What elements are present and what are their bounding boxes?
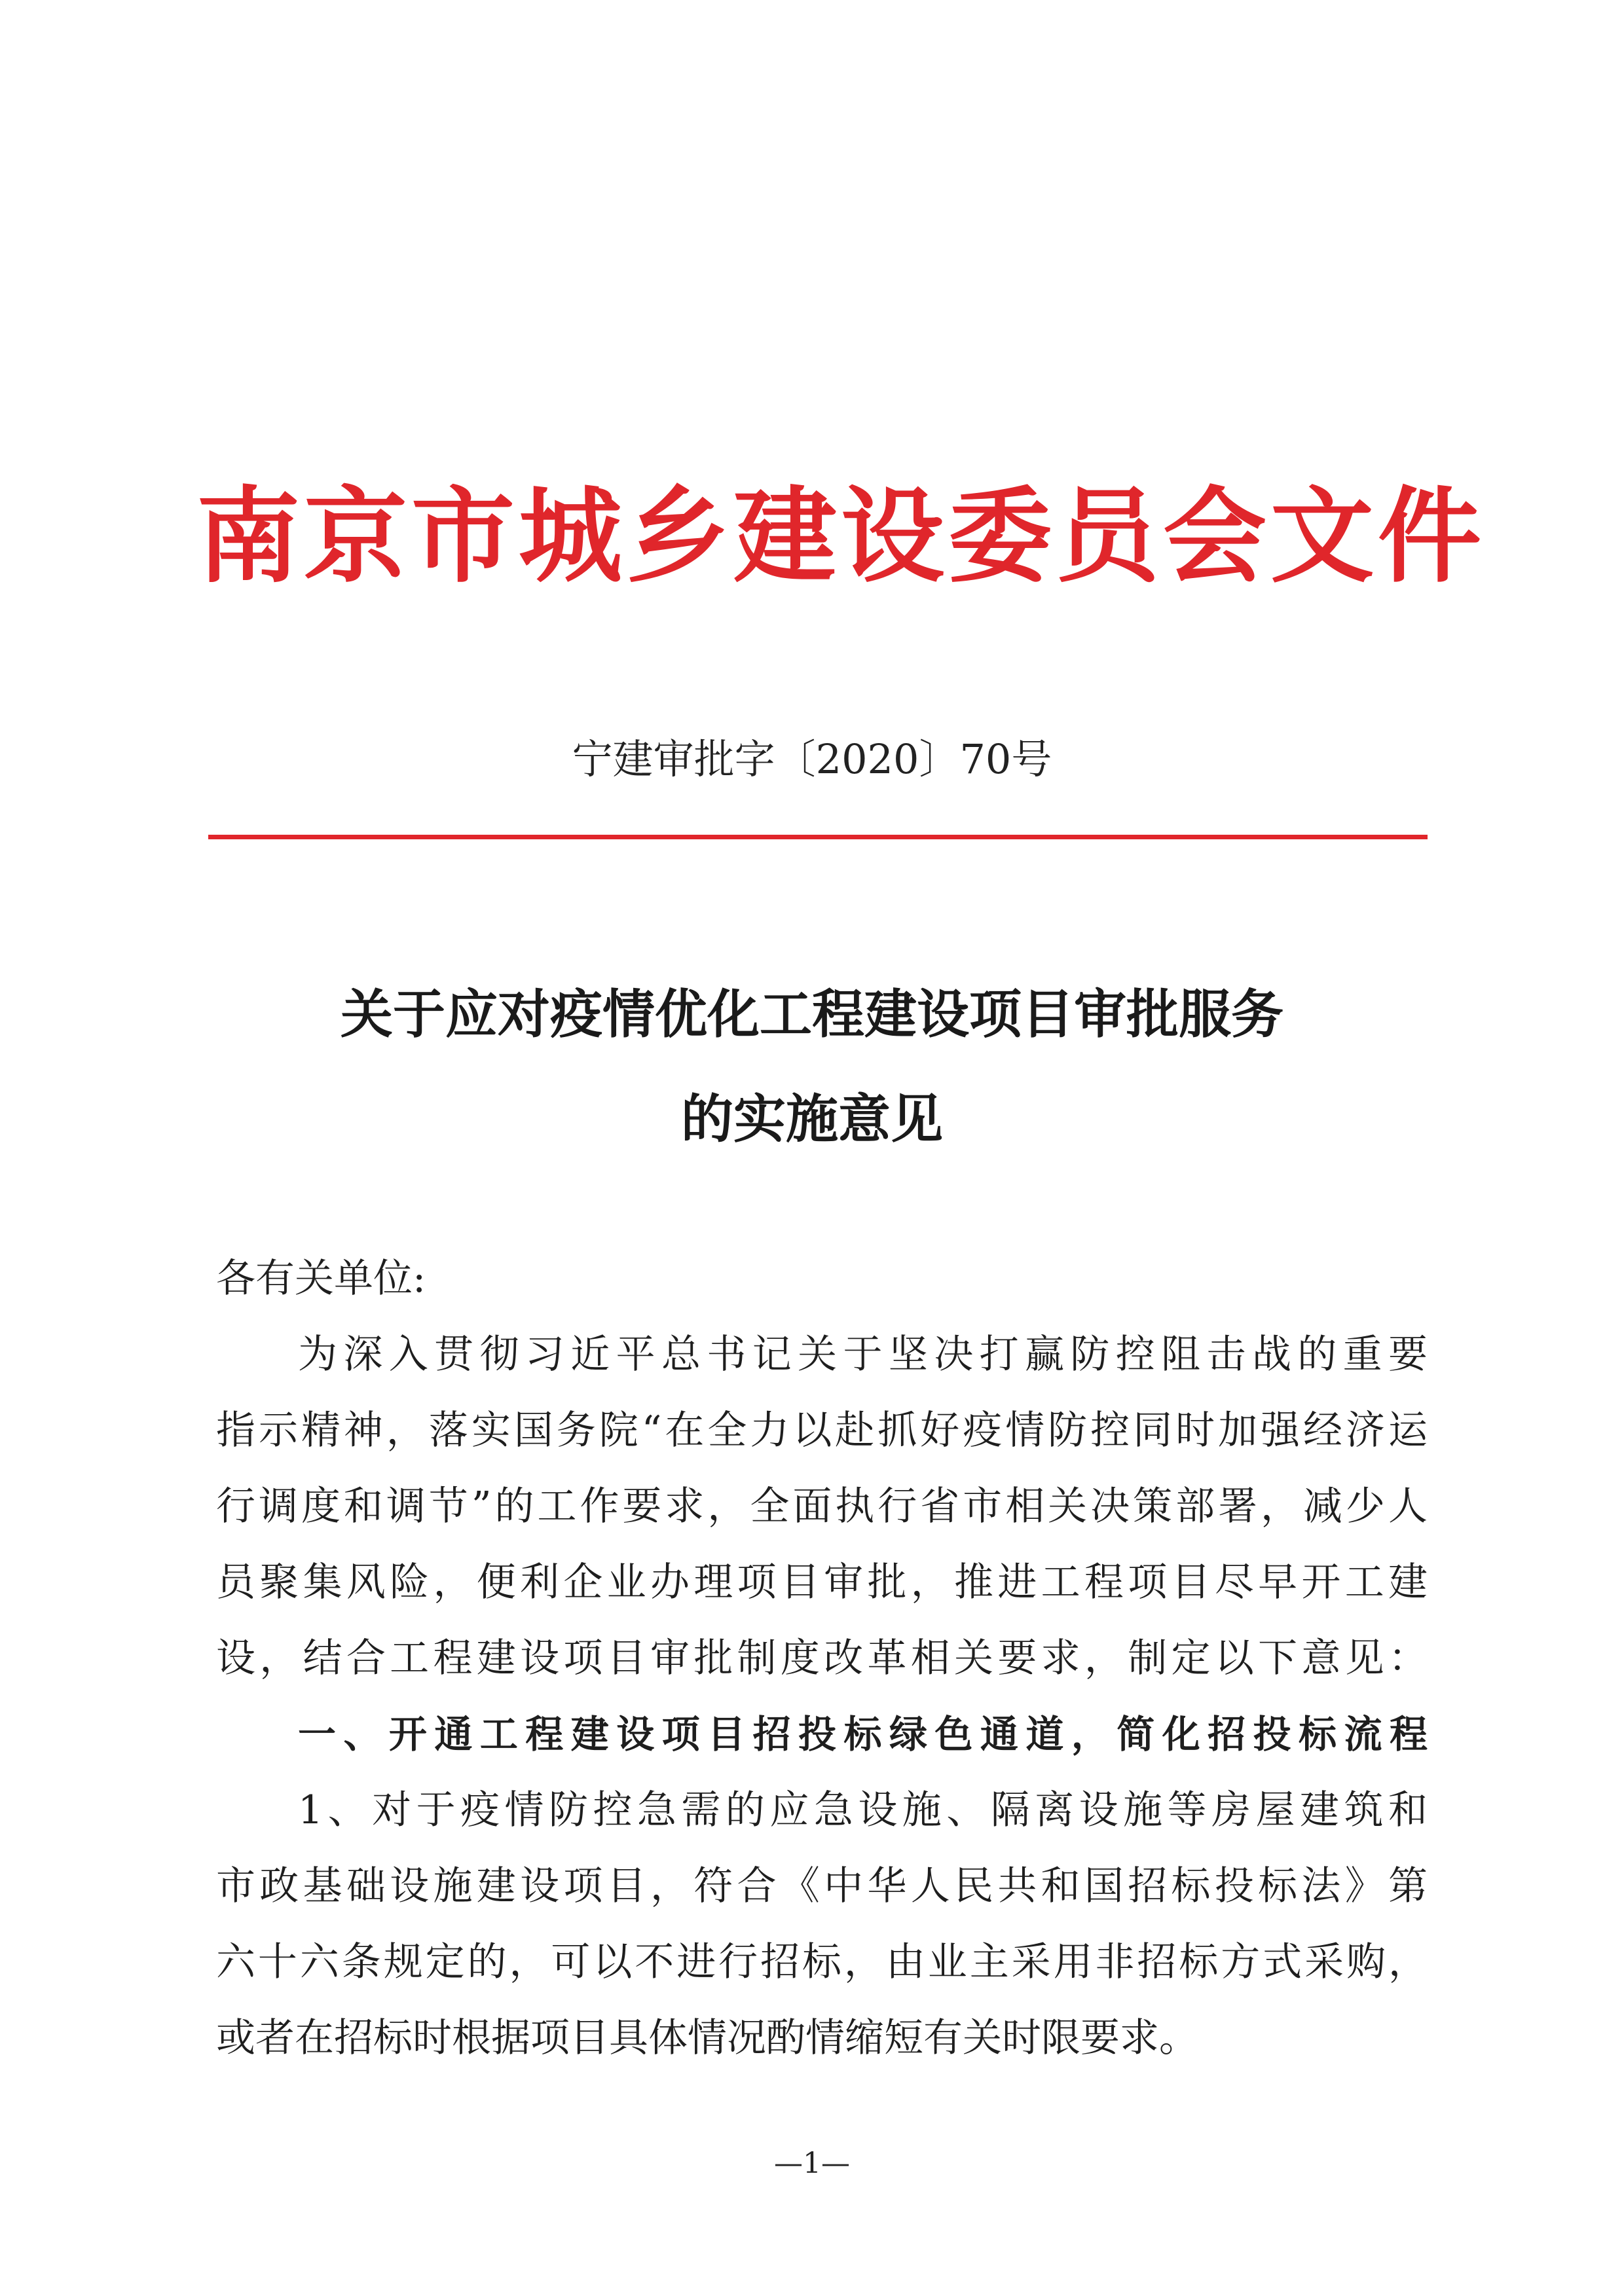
paragraph-1-line-2: 指示精神，落实国务院“在全力以赴抓好疫情防控同时加强经济运 — [216, 1408, 1428, 1453]
document-body — [216, 1241, 1428, 2076]
document-number: 宁建审批字〔2020〕70号 — [572, 735, 1052, 783]
salutation: 各有关单位: — [216, 1256, 426, 1302]
section-1-heading: 一、开通工程建设项目招投标绿色通道，简化招投标流程 — [298, 1712, 1428, 1757]
paragraph-1-line-1: 为深入贯彻习近平总书记关于坚决打赢防控阻击战的重要 — [298, 1332, 1428, 1377]
paragraph-1-line-4: 员聚集风险，便利企业办理项目审批，推进工程项目尽早开工建 — [216, 1559, 1428, 1605]
document-title — [210, 962, 1414, 1172]
item-1-line-3: 六十六条规定的，可以不进行招标，由业主采用非招标方式采购， — [216, 1939, 1428, 1985]
paragraph-1-line-5: 设，结合工程建设项目审批制度改革相关要求，制定以下意见： — [216, 1635, 1428, 1681]
page-number: —1— — [774, 2147, 850, 2180]
item-1-line-2: 市政基础设施建设项目，符合《中华人民共和国招标投标法》第 — [216, 1863, 1428, 1909]
title-line-2: 的实施意见 — [681, 1089, 943, 1150]
item-1-line-4: 或者在招标时根据项目具体情况酌情缩短有关时限要求。 — [216, 2015, 1198, 2061]
red-separator-rule — [208, 835, 1428, 839]
title-line-1: 关于应对疫情优化工程建设项目审批服务 — [341, 984, 1283, 1045]
masthead-title: 南京市城乡建设委员会文件 — [196, 476, 1485, 597]
paragraph-1-line-3: 行调度和调节”的工作要求，全面执行省市相关决策部署，减少人 — [216, 1484, 1428, 1529]
item-1-line-1: 1、对于疫情防控急需的应急设施、隔离设施等房屋建筑和 — [298, 1787, 1428, 1833]
